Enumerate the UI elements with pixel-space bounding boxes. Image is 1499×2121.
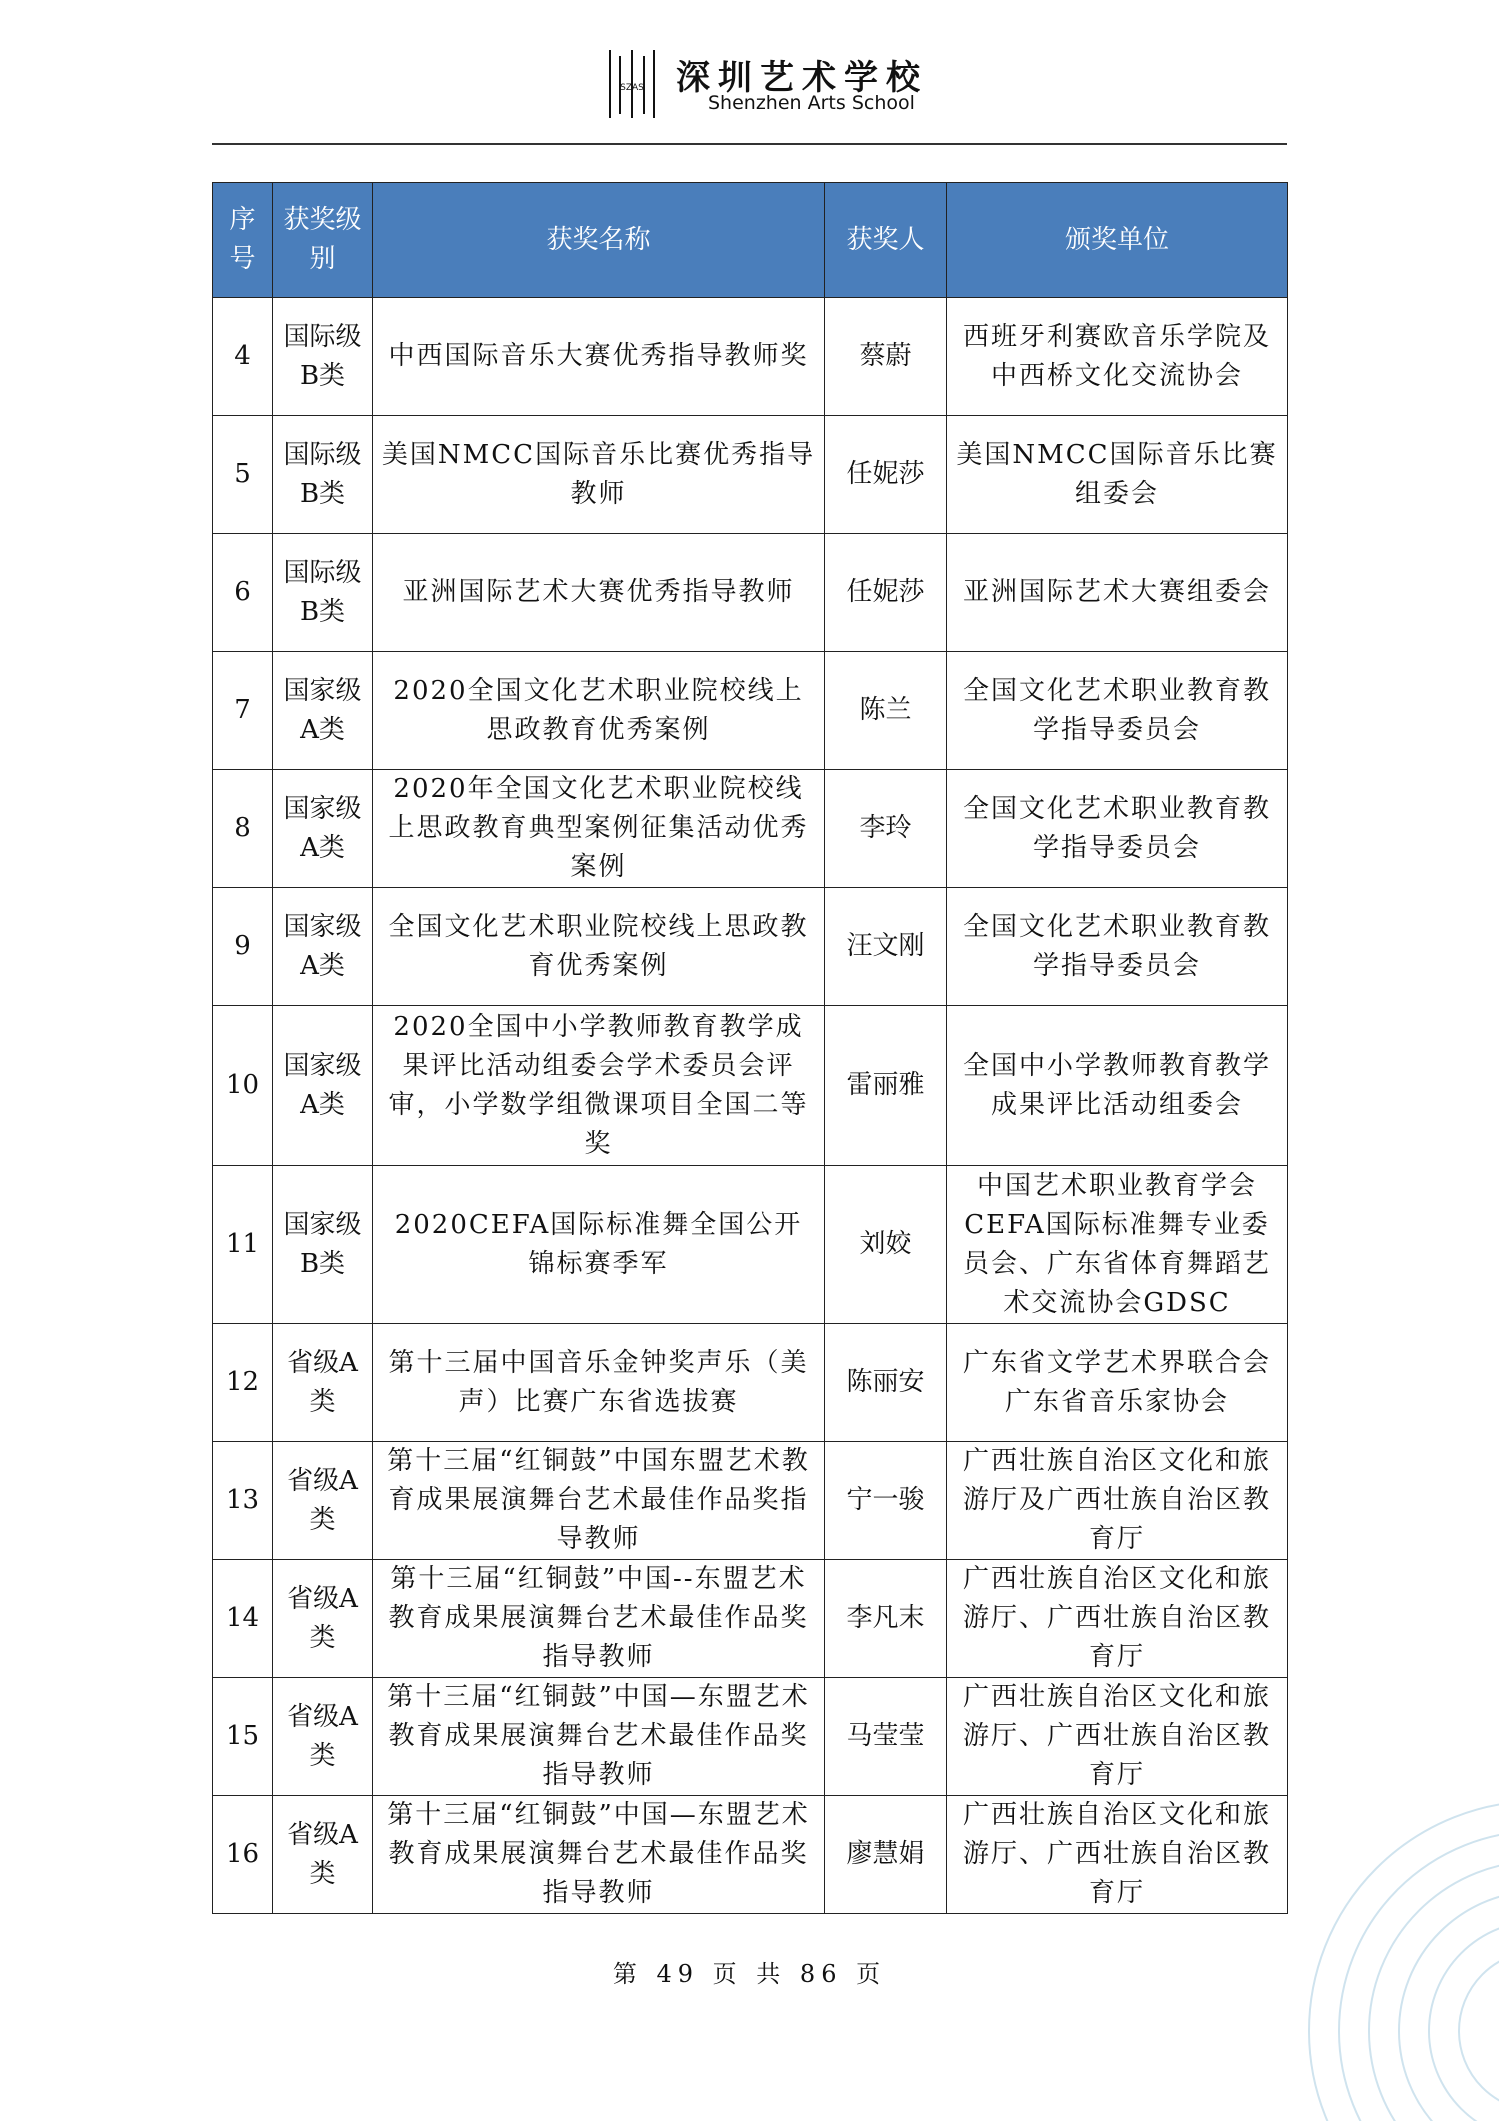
cell-org: 全国中小学教师教育教学成果评比活动组委会	[947, 1006, 1288, 1166]
cell-award-name: 第十三届中国音乐金钟奖声乐（美声）比赛广东省选拔赛	[373, 1324, 825, 1442]
cell-org: 中国艺术职业教育学会CEFA国际标准舞专业委员会、广东省体育舞蹈艺术交流协会GDSC	[947, 1166, 1288, 1324]
table-row	[213, 652, 1288, 770]
cell-level: 国际级B类	[273, 416, 373, 534]
cell-org: 广西壮族自治区文化和旅游厅、广西壮族自治区教育厅	[947, 1560, 1288, 1678]
table-row	[213, 888, 1288, 1006]
cell-level: 省级A类	[273, 1796, 373, 1914]
cell-award-name: 2020全国中小学教师教育教学成果评比活动组委会学术委员会评审，小学数学组微课项目全国二等奖	[373, 1006, 825, 1166]
cell-org: 西班牙利赛欧音乐学院及中西桥文化交流协会	[947, 298, 1288, 416]
cell-no: 4	[213, 298, 273, 416]
table-row	[213, 1796, 1288, 1914]
cell-person: 李凡末	[825, 1560, 947, 1678]
cell-org: 广西壮族自治区文化和旅游厅、广西壮族自治区教育厅	[947, 1678, 1288, 1796]
cell-org: 全国文化艺术职业教育教学指导委员会	[947, 652, 1288, 770]
table-row	[213, 298, 1288, 416]
cell-person: 李玲	[825, 770, 947, 888]
cell-award-name: 中西国际音乐大赛优秀指导教师奖	[373, 298, 825, 416]
cell-no: 11	[213, 1166, 273, 1324]
cell-level: 国际级B类	[273, 534, 373, 652]
table-row	[213, 1560, 1288, 1678]
table-row	[213, 1678, 1288, 1796]
cell-award-name: 美国NMCC国际音乐比赛优秀指导教师	[373, 416, 825, 534]
table-row	[213, 1166, 1288, 1324]
cell-no: 15	[213, 1678, 273, 1796]
cell-no: 7	[213, 652, 273, 770]
column-header-org: 颁奖单位	[947, 183, 1288, 298]
column-header-no: 序号	[213, 183, 273, 298]
cell-org: 全国文化艺术职业教育教学指导委员会	[947, 888, 1288, 1006]
column-header-person: 获奖人	[825, 183, 947, 298]
cell-no: 12	[213, 1324, 273, 1442]
school-name-cn: 深圳艺术学校	[676, 58, 928, 98]
cell-person: 雷丽雅	[825, 1006, 947, 1166]
cell-award-name: 第十三届“红铜鼓”中国—东盟艺术教育成果展演舞台艺术最佳作品奖指导教师	[373, 1796, 825, 1914]
cell-level: 国家级A类	[273, 770, 373, 888]
cell-person: 任妮莎	[825, 416, 947, 534]
header-divider	[212, 143, 1287, 145]
cell-org: 广西壮族自治区文化和旅游厅、广西壮族自治区教育厅	[947, 1796, 1288, 1914]
cell-no: 6	[213, 534, 273, 652]
column-header-name: 获奖名称	[373, 183, 825, 298]
table-header-row	[213, 183, 1288, 298]
cell-award-name: 2020年全国文化艺术职业院校线上思政教育典型案例征集活动优秀案例	[373, 770, 825, 888]
cell-person: 蔡蔚	[825, 298, 947, 416]
cell-person: 廖慧娟	[825, 1796, 947, 1914]
cell-award-name: 2020全国文化艺术职业院校线上思政教育优秀案例	[373, 652, 825, 770]
school-name-en: Shenzhen Arts School	[708, 92, 915, 114]
cell-award-name: 第十三届“红铜鼓”中国东盟艺术教育成果展演舞台艺术最佳作品奖指导教师	[373, 1442, 825, 1560]
cell-org: 广西壮族自治区文化和旅游厅及广西壮族自治区教育厅	[947, 1442, 1288, 1560]
page-number: 第 49 页 共 86 页	[612, 1960, 887, 1988]
cell-level: 省级A类	[273, 1678, 373, 1796]
cell-no: 9	[213, 888, 273, 1006]
table-row	[213, 534, 1288, 652]
cell-person: 汪文刚	[825, 888, 947, 1006]
cell-no: 13	[213, 1442, 273, 1560]
column-header-level: 获奖级别	[273, 183, 373, 298]
cell-level: 省级A类	[273, 1324, 373, 1442]
cell-person: 陈丽安	[825, 1324, 947, 1442]
cell-no: 14	[213, 1560, 273, 1678]
cell-no: 10	[213, 1006, 273, 1166]
awards-table	[212, 182, 1288, 1914]
table-row	[213, 416, 1288, 534]
table-row	[213, 1442, 1288, 1560]
cell-level: 国家级A类	[273, 652, 373, 770]
table-body	[213, 298, 1288, 1914]
cell-level: 国家级A类	[273, 1006, 373, 1166]
cell-no: 8	[213, 770, 273, 888]
school-logo-icon	[608, 48, 656, 120]
cell-award-name: 2020CEFA国际标准舞全国公开锦标赛季军	[373, 1166, 825, 1324]
table-row	[213, 1324, 1288, 1442]
cell-org: 美国NMCC国际音乐比赛组委会	[947, 416, 1288, 534]
cell-award-name: 全国文化艺术职业院校线上思政教育优秀案例	[373, 888, 825, 1006]
cell-person: 马莹莹	[825, 1678, 947, 1796]
cell-person: 刘姣	[825, 1166, 947, 1324]
cell-org: 亚洲国际艺术大赛组委会	[947, 534, 1288, 652]
table-row	[213, 1006, 1288, 1166]
cell-award-name: 第十三届“红铜鼓”中国--东盟艺术教育成果展演舞台艺术最佳作品奖指导教师	[373, 1560, 825, 1678]
cell-org: 全国文化艺术职业教育教学指导委员会	[947, 770, 1288, 888]
cell-level: 省级A类	[273, 1560, 373, 1678]
cell-no: 5	[213, 416, 273, 534]
cell-level: 国家级B类	[273, 1166, 373, 1324]
table-row	[213, 770, 1288, 888]
cell-person: 陈兰	[825, 652, 947, 770]
decorative-circles	[1239, 1701, 1499, 2121]
cell-level: 省级A类	[273, 1442, 373, 1560]
svg-text:SZAS: SZAS	[620, 83, 644, 93]
cell-org: 广东省文学艺术界联合会 广东省音乐家协会	[947, 1324, 1288, 1442]
cell-level: 国家级A类	[273, 888, 373, 1006]
cell-award-name: 第十三届“红铜鼓”中国—东盟艺术教育成果展演舞台艺术最佳作品奖指导教师	[373, 1678, 825, 1796]
page-header	[0, 0, 1499, 150]
cell-person: 任妮莎	[825, 534, 947, 652]
cell-award-name: 亚洲国际艺术大赛优秀指导教师	[373, 534, 825, 652]
cell-level: 国际级B类	[273, 298, 373, 416]
cell-no: 16	[213, 1796, 273, 1914]
cell-person: 宁一骏	[825, 1442, 947, 1560]
